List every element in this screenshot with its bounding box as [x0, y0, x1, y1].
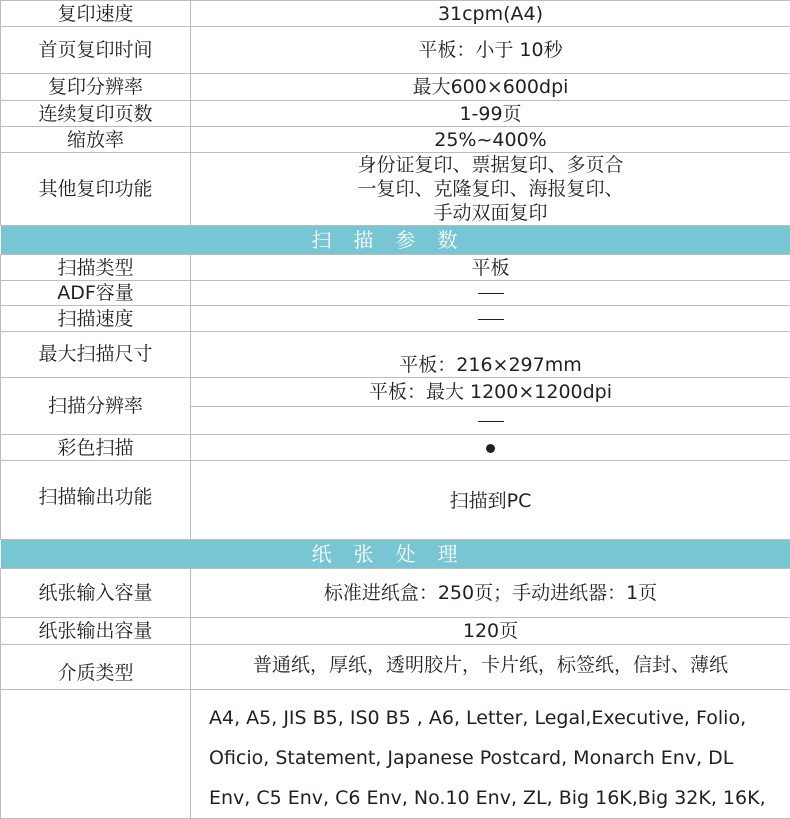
- color-scan-value: [191, 435, 790, 461]
- other-copy-label: 其他复印功能: [1, 153, 191, 226]
- copy-speed-label: 复印速度: [1, 1, 191, 27]
- scan-resolution-label: 扫描分辨率: [1, 378, 191, 435]
- dot-icon: [486, 444, 495, 453]
- paper-size-label: [1, 690, 191, 819]
- adf-value: [191, 281, 790, 306]
- other-copy-value: [191, 153, 790, 226]
- dash-icon: [478, 319, 504, 320]
- scan-section-title: 扫描参数: [1, 226, 790, 255]
- first-copy-label: 首页复印时间: [1, 27, 191, 74]
- table-row: [1, 101, 790, 127]
- table-row: [1, 645, 790, 690]
- copy-resolution-value: 最大600×600dpi: [191, 74, 790, 101]
- other-copy-line: 手动双面复印: [191, 201, 790, 225]
- paper-output-label: 纸张输出容量: [1, 618, 191, 645]
- paper-size-line: A4, A5, JIS B5, IS0 B5 , A6, Letter, Legal,Executive, Folio,: [209, 698, 790, 738]
- color-scan-label: 彩色扫描: [1, 435, 191, 461]
- table-row: [1, 435, 790, 461]
- table-row: [1, 255, 790, 281]
- continuous-copy-label: 连续复印页数: [1, 101, 191, 127]
- copy-speed-value: 31cpm(A4): [191, 1, 790, 27]
- scan-type-value: 平板: [191, 255, 790, 281]
- table-row: [1, 332, 790, 378]
- adf-label: ADF容量: [1, 281, 191, 306]
- table-row: [1, 618, 790, 645]
- table-row: [1, 461, 790, 540]
- copy-resolution-label: 复印分辨率: [1, 74, 191, 101]
- section-header: [1, 226, 790, 255]
- table-row: [1, 74, 790, 101]
- other-copy-line: 身份证复印、票据复印、多页合: [191, 153, 790, 177]
- paper-output-value: 120页: [191, 618, 790, 645]
- table-row: [1, 306, 790, 332]
- first-copy-value: 平板：小于 10秒: [191, 27, 790, 74]
- scan-output-value: 扫描到PC: [191, 461, 790, 540]
- section-header: [1, 540, 790, 569]
- continuous-copy-value: 1-99页: [191, 101, 790, 127]
- table-row: [1, 378, 790, 407]
- scan-speed-value: [191, 306, 790, 332]
- max-scan-size-value: 平板：216×297mm: [191, 332, 790, 378]
- zoom-value: 25%~400%: [191, 127, 790, 153]
- table-row: [1, 690, 790, 819]
- other-copy-line: 一复印、克隆复印、海报复印、: [191, 177, 790, 201]
- table-row: [1, 569, 790, 618]
- paper-size-line: Oficio, Statement, Japanese Postcard, Monarch Env, DL: [209, 738, 790, 778]
- dash-icon: [478, 293, 504, 294]
- dash-icon: [478, 421, 504, 422]
- zoom-label: 缩放率: [1, 127, 191, 153]
- scan-speed-label: 扫描速度: [1, 306, 191, 332]
- scan-type-label: 扫描类型: [1, 255, 191, 281]
- paper-size-value: [191, 690, 790, 819]
- scan-resolution-alt-value: [191, 407, 790, 435]
- table-row: [1, 127, 790, 153]
- table-row: [1, 27, 790, 74]
- paper-section-title: 纸张处理: [1, 540, 790, 569]
- table-row: [1, 1, 790, 27]
- paper-input-label: 纸张输入容量: [1, 569, 191, 618]
- scan-resolution-value: 平板：最大 1200×1200dpi: [191, 378, 790, 407]
- table-row: [1, 153, 790, 226]
- paper-size-line: Env, C5 Env, C6 Env, No.10 Env, ZL, Big 16K,Big 32K, 16K,: [209, 778, 790, 818]
- media-type-label: 介质类型: [1, 645, 191, 690]
- max-scan-size-label: 最大扫描尺寸: [1, 332, 191, 378]
- scan-output-label: 扫描输出功能: [1, 461, 191, 540]
- table-row: [1, 281, 790, 306]
- media-type-value: 普通纸，厚纸，透明胶片，卡片纸，标签纸，信封、薄纸: [191, 645, 790, 690]
- paper-input-value: 标准进纸盒：250页；手动进纸器：1页: [191, 569, 790, 618]
